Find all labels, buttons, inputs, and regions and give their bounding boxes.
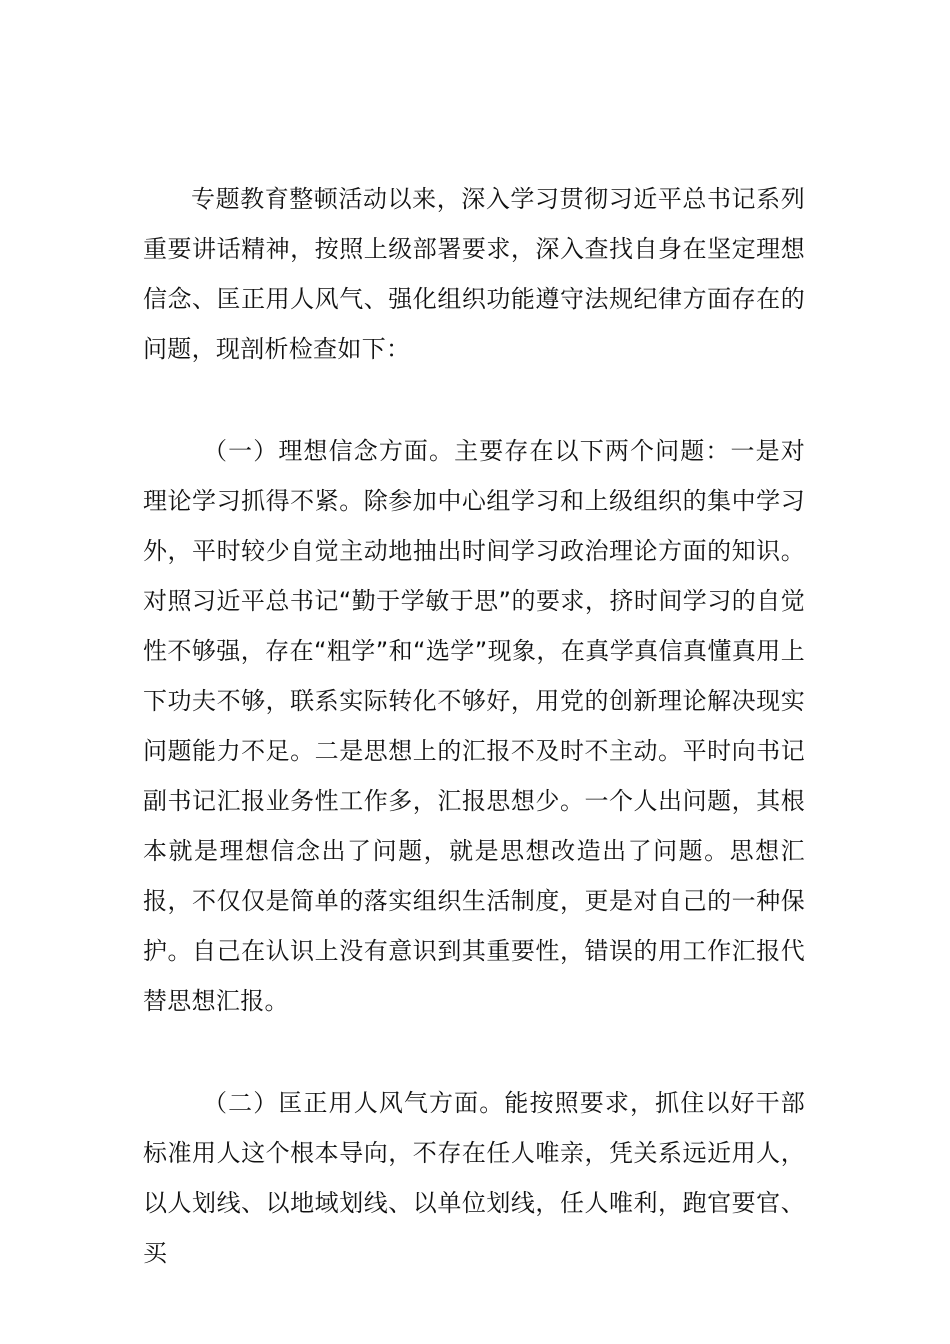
ideals-beliefs-paragraph: （一）理想信念方面。主要存在以下两个问题：一是对理论学习抓得不紧。除参加中心组学习和上级组织的集中学习外，平时较少自觉主动地抽出时间学习政治理论方面的知识。对照习近平总书记“勤于学敏于思”的要求，挤时间学习的自觉性不够强，存在“粗学”和“选学”现象，在真学真信真懂真用上下功夫不够，联系实际转化不够好，用党的创新理论解决现实问题能力不足。二是思想上的汇报不及时不主动。平时向书记副书记汇报业务性工作多，汇报思想少。一个人出问题，其根本就是理想信念出了问题，就是思想改造出了问题。思想汇报，不仅仅是简单的落实组织生活制度，更是对自己的一种保护。自己在认识上没有意识到其重要性，错误的用工作汇报代替思想汇报。 [143,437,805,1015]
intro-paragraph: 专题教育整顿活动以来，深入学习贯彻习近平总书记系列重要讲话精神，按照上级部署要求，深入查找自身在坚定理想信念、匡正用人风气、强化组织功能遵守法规纪律方面存在的问题，现剖析检查如下： [143,185,805,363]
employment-style-paragraph: （二）匡正用人风气方面。能按照要求，抓住以好干部标准用人这个根本导向，不存在任人唯亲，凭关系远近用人，以人划线、以地域划线、以单位划线，任人唯利，跑官要官、买 [143,1089,805,1267]
document-body [143,174,805,1278]
